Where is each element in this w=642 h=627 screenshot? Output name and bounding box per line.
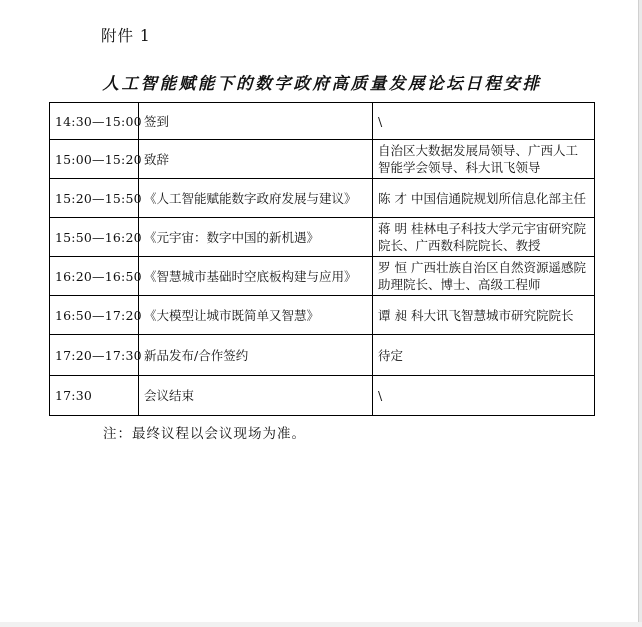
attachment-label: 附件 1 bbox=[101, 27, 151, 45]
table-row bbox=[50, 179, 595, 218]
table-row bbox=[50, 103, 595, 140]
speaker-cell: 蒋 明 桂林电子科技大学元宇宙研究院院长、广西数科院院长、教授 bbox=[373, 218, 595, 257]
topic-cell: 签到 bbox=[139, 103, 373, 140]
table-row bbox=[50, 257, 595, 296]
topic-cell: 新品发布/合作签约 bbox=[139, 335, 373, 376]
speaker-cell: 谭 昶 科大讯飞智慧城市研究院院长 bbox=[373, 296, 595, 335]
table-row bbox=[50, 335, 595, 376]
topic-cell: 《人工智能赋能数字政府发展与建议》 bbox=[139, 179, 373, 218]
topic-cell: 会议结束 bbox=[139, 376, 373, 416]
topic-cell: 《元宇宙：数字中国的新机遇》 bbox=[139, 218, 373, 257]
page-edge bbox=[638, 0, 642, 627]
table-row bbox=[50, 376, 595, 416]
speaker-cell: 陈 才 中国信通院规划所信息化部主任 bbox=[373, 179, 595, 218]
table-row bbox=[50, 218, 595, 257]
time-cell: 15:20—15:50 bbox=[50, 179, 139, 218]
time-cell: 14:30—15:00 bbox=[50, 103, 139, 140]
time-cell: 15:50—16:20 bbox=[50, 218, 139, 257]
speaker-cell: 待定 bbox=[373, 335, 595, 376]
page-bottom-edge bbox=[0, 622, 642, 627]
footnote: 注：最终议程以会议现场为准。 bbox=[103, 426, 306, 442]
topic-cell: 《大模型让城市既简单又智慧》 bbox=[139, 296, 373, 335]
table-row bbox=[50, 296, 595, 335]
document-title: 人工智能赋能下的数字政府高质量发展论坛日程安排 bbox=[102, 74, 542, 93]
time-cell: 16:50—17:20 bbox=[50, 296, 139, 335]
time-cell: 15:00—15:20 bbox=[50, 140, 139, 179]
speaker-cell: \ bbox=[373, 103, 595, 140]
time-cell: 17:20—17:30 bbox=[50, 335, 139, 376]
topic-cell: 致辞 bbox=[139, 140, 373, 179]
speaker-cell: \ bbox=[373, 376, 595, 416]
speaker-cell: 罗 恒 广西壮族自治区自然资源遥感院助理院长、博士、高级工程师 bbox=[373, 257, 595, 296]
speaker-cell: 自治区大数据发展局领导、广西人工智能学会领导、科大讯飞领导 bbox=[373, 140, 595, 179]
schedule-table bbox=[49, 102, 595, 416]
table-row bbox=[50, 140, 595, 179]
topic-cell: 《智慧城市基础时空底板构建与应用》 bbox=[139, 257, 373, 296]
time-cell: 17:30 bbox=[50, 376, 139, 416]
time-cell: 16:20—16:50 bbox=[50, 257, 139, 296]
